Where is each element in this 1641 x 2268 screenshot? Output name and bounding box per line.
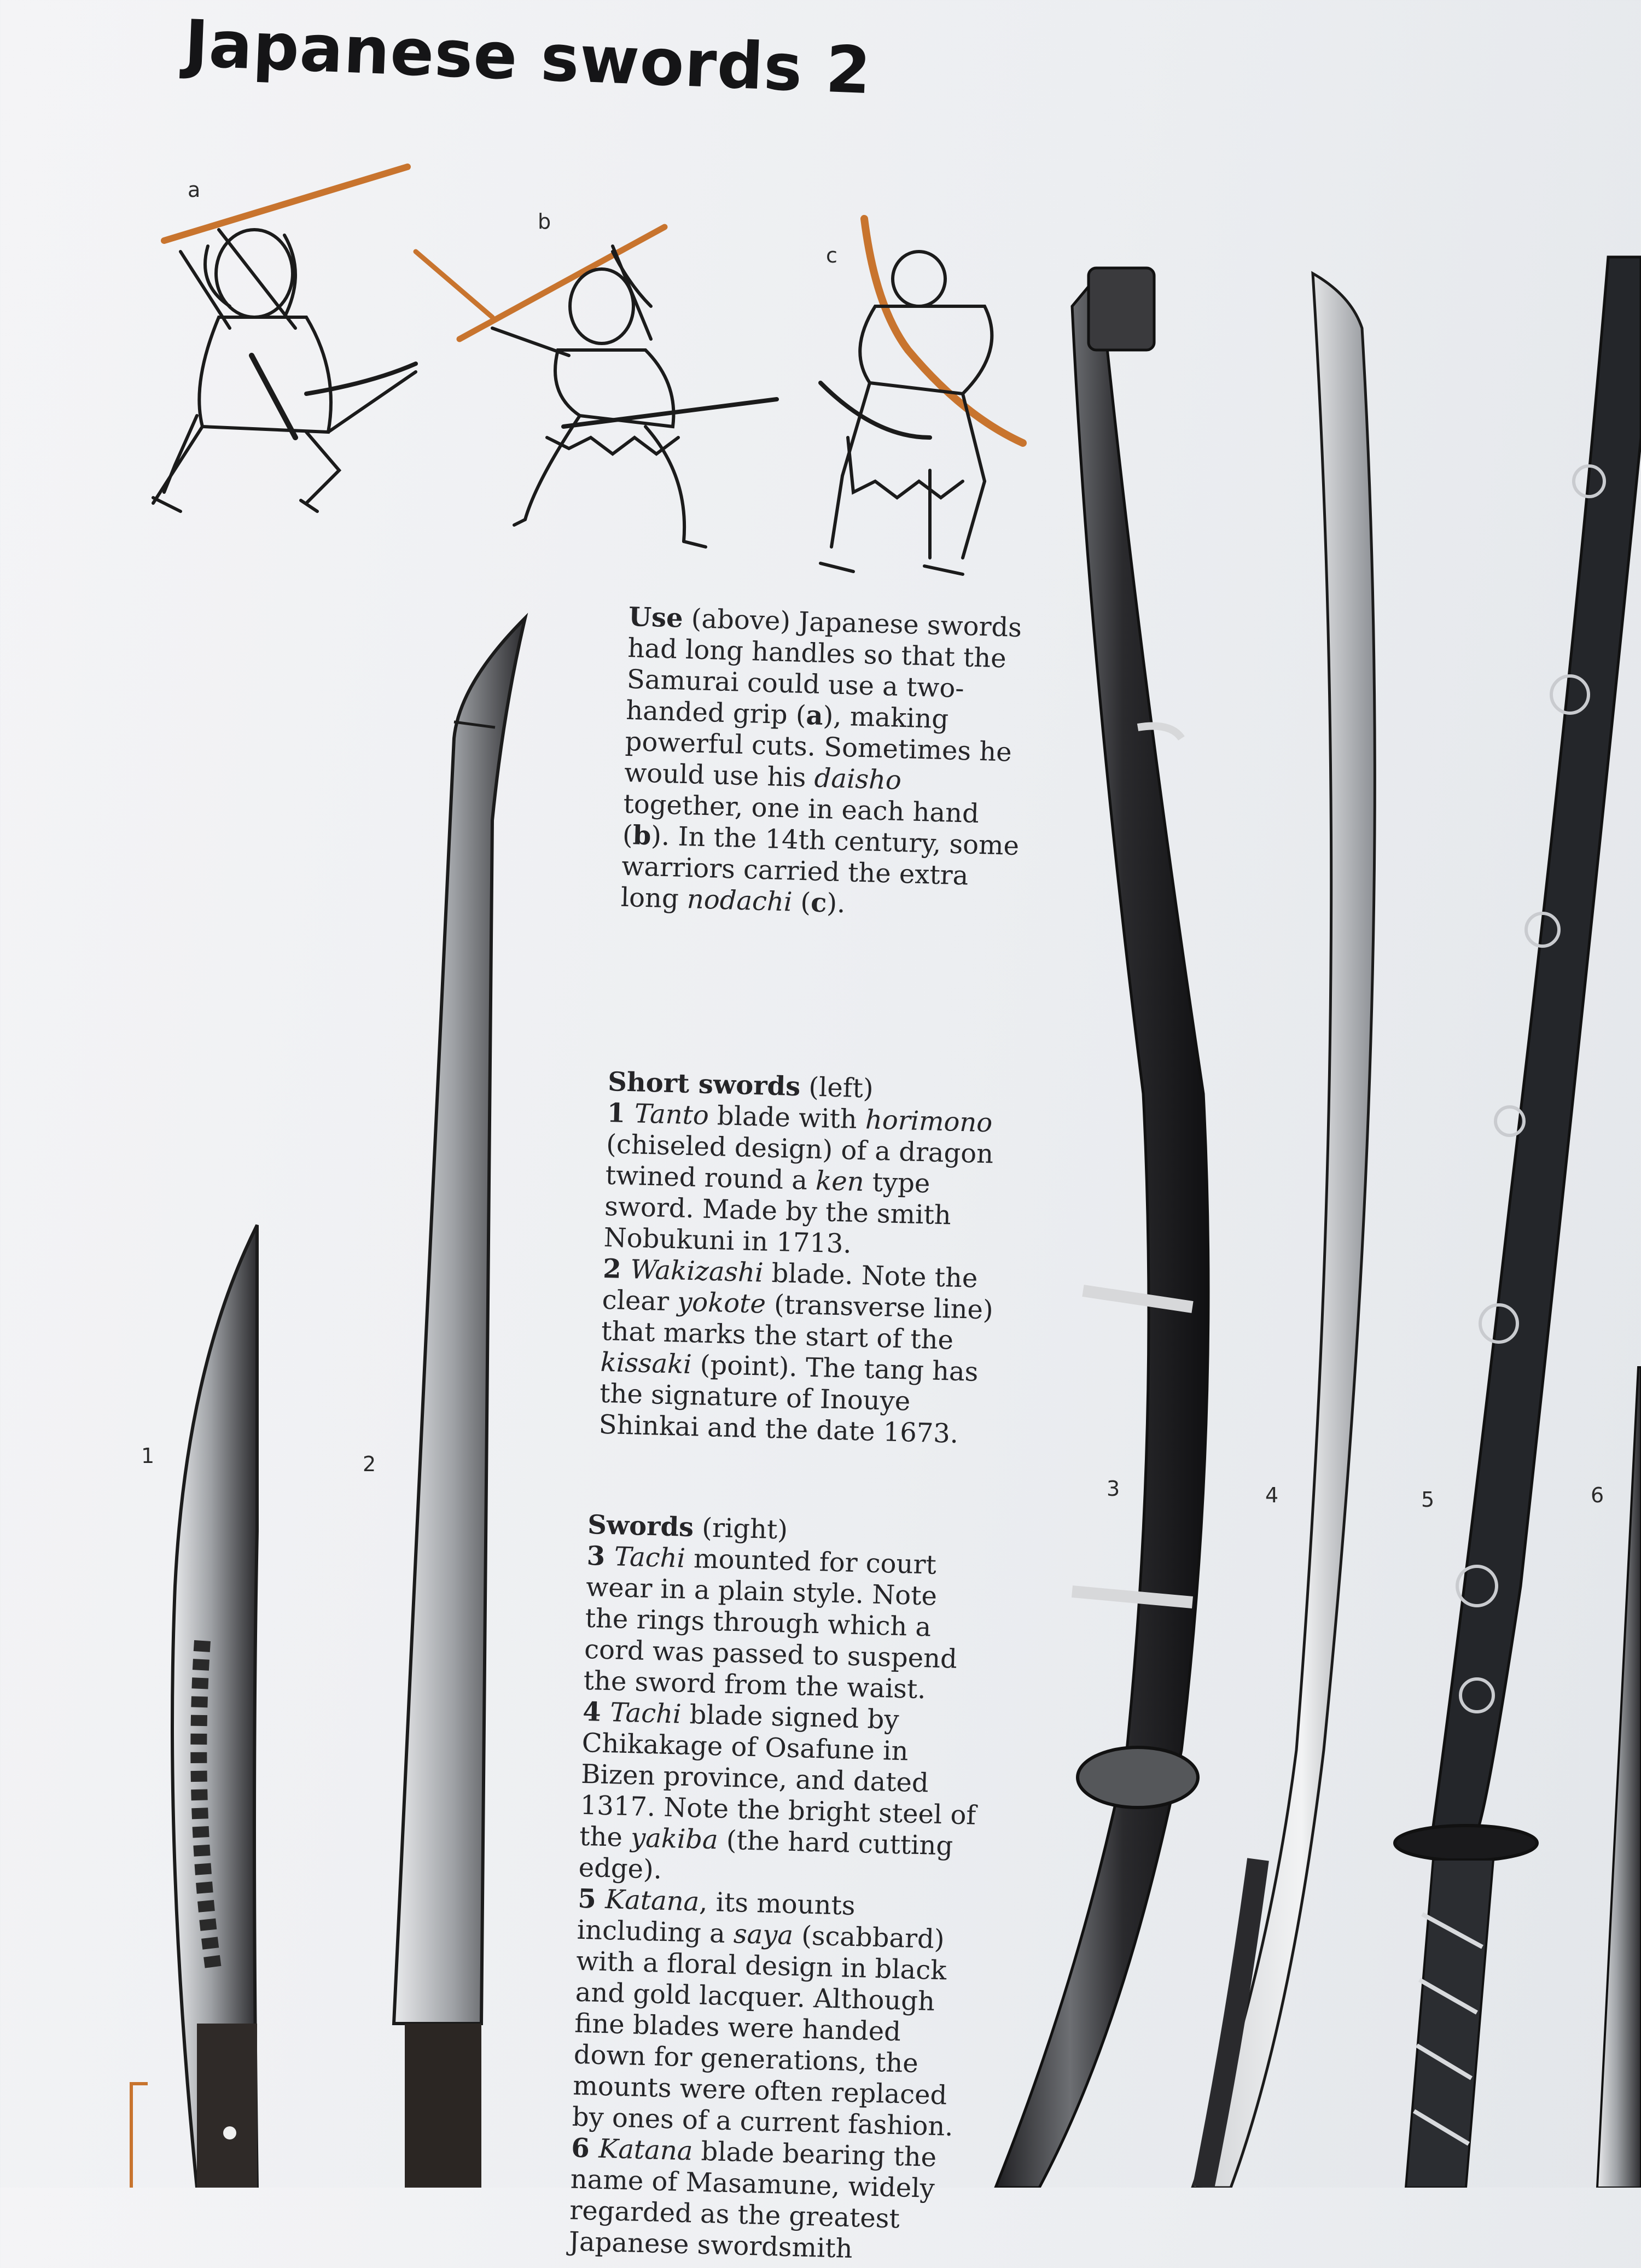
figure-label-5: 5 <box>1421 1488 1435 1512</box>
corner-bracket <box>131 2084 148 2188</box>
sword-3-tachi <box>996 268 1208 2188</box>
figure-label-6: 6 <box>1591 1483 1604 1507</box>
figure-label-2: 2 <box>363 1452 376 1476</box>
figure-label-3: 3 <box>1107 1477 1120 1501</box>
figure-label-c: c <box>826 243 837 267</box>
figure-label-4: 4 <box>1265 1483 1279 1507</box>
page-title: Japanese swords 2 <box>183 5 873 109</box>
sword-a <box>164 167 408 241</box>
sword-c-nodachi <box>864 219 1023 443</box>
samurai-figure-a <box>153 167 416 511</box>
figure-label-b: b <box>538 209 551 234</box>
sword-2-wakizashi <box>394 618 525 2188</box>
swords-heading: Swords <box>587 1509 694 1543</box>
figure-label-a: a <box>188 178 201 202</box>
swords-caption: Swords (right) 3 Tachi mounted for court wear in a plain style. Note the rings through which a cord was passed to suspend the sword from the waist. 4 Tachi blade signed by Chikakage of Osafune in Bizen province, and dated 1317. Note the bright steel of the yakiba (the hard cutting edge). 5 Katana, its mounts including a saya (scabbard) with a floral design in black and gold lacquer. Although fine blades were handed down for generations, the mounts were often replaced by ones of a current fashion. 6 Katana blade bearing the name of Masamune, widely regarded as the greatest Japanese swordsmith <box>568 1509 976 2265</box>
sword-4-tachi-blade <box>1192 273 1375 2188</box>
figure-label-1: 1 <box>141 1444 155 1468</box>
use-caption: Use (above) Japanese swords had long handles so that the Samurai could use a two-handed grip (a), making powerful cuts. Sometimes he would use his daisho together, one in each hand (b). In the 14th century, some warriors carried the extra long nodachi (c). <box>620 602 1022 919</box>
short-swords-heading: Short swords <box>607 1066 801 1103</box>
sword-5-katana <box>1395 257 1641 2188</box>
short-swords-caption: Short swords (left) 1 Tanto blade with horimono (chiseled design) of a dragon twined round a ken type sword. Made by the smith Nobukuni in 1713. 2 Wakizashi blade. Note the clear yokote (transverse line) that marks the start of the kissaki (point). The tang has the signature of Inouye Shinkai and the date 1673. <box>598 1066 994 1449</box>
use-heading: Use <box>628 602 684 634</box>
samurai-figure-b <box>416 227 777 547</box>
sword-1-tanto <box>172 1225 257 2188</box>
sword-b-short <box>416 252 492 317</box>
samurai-figure-c <box>821 219 1023 574</box>
sword-b-long <box>459 227 665 339</box>
